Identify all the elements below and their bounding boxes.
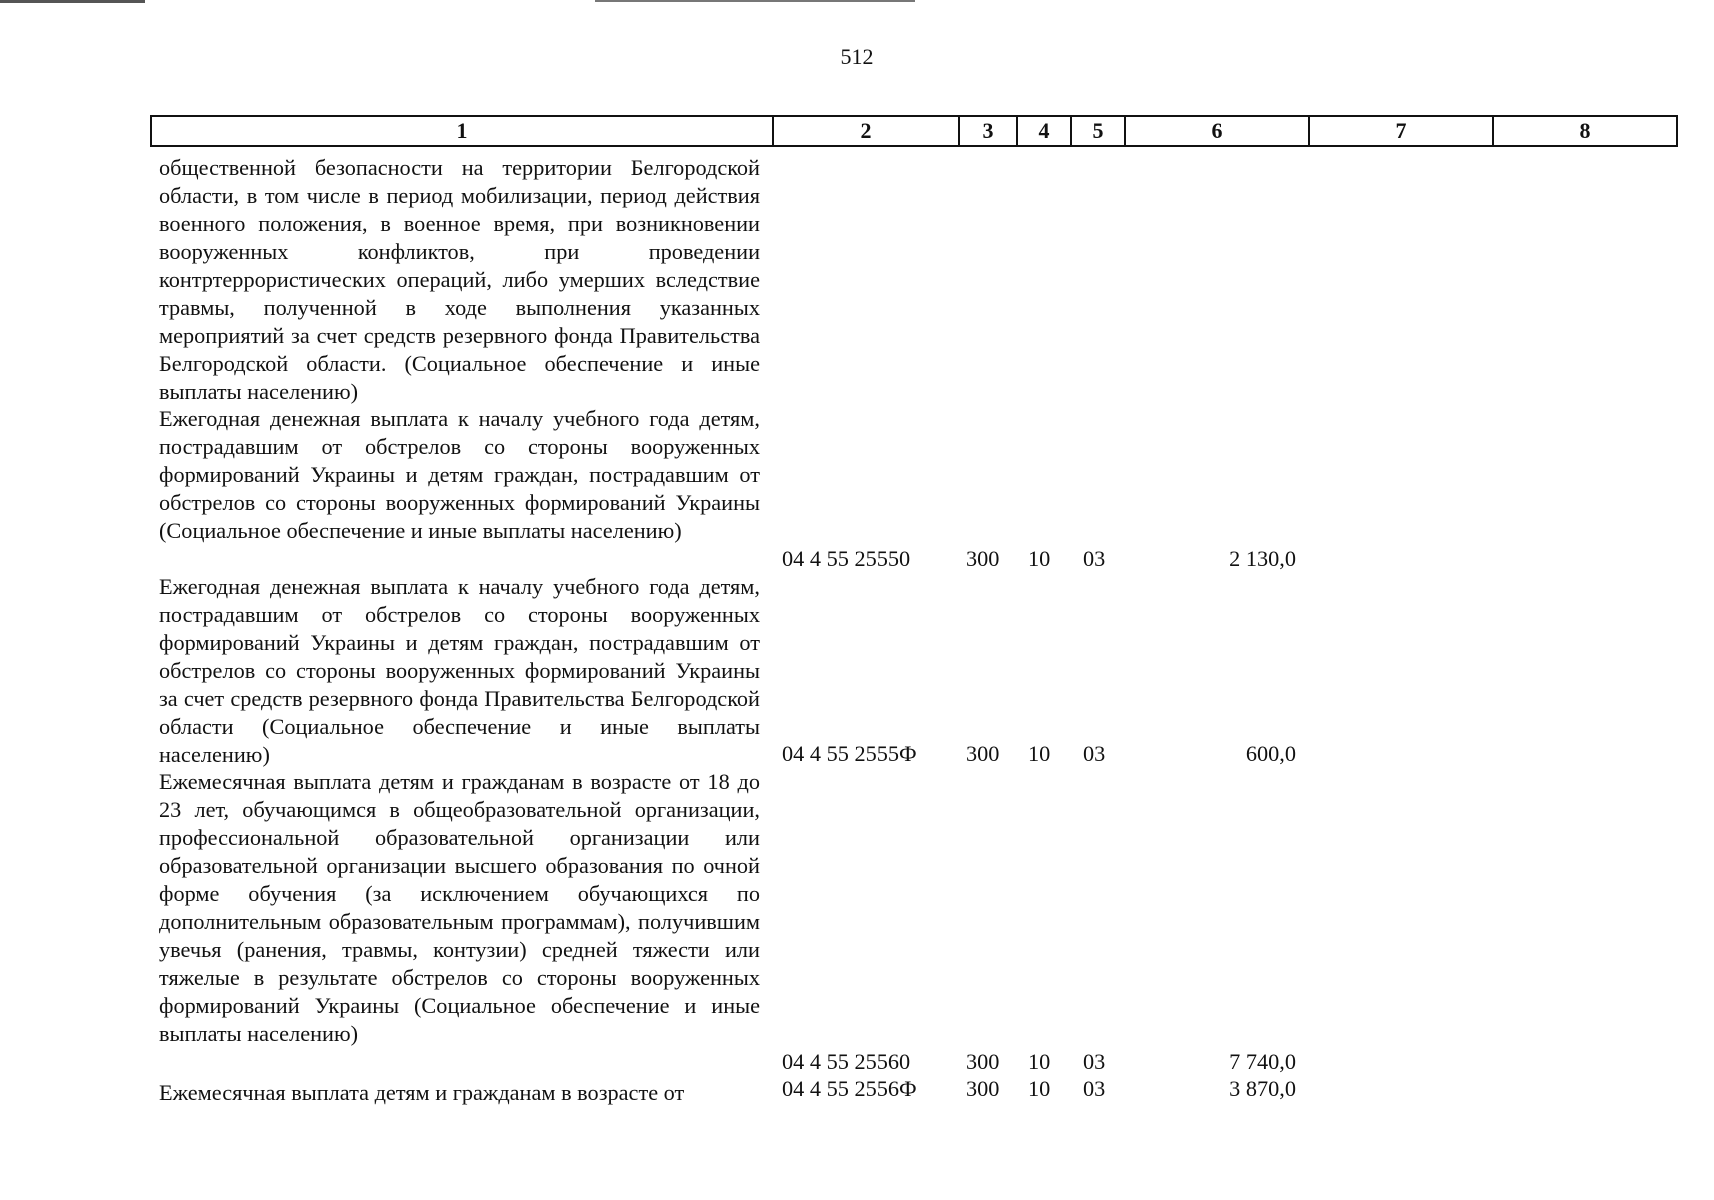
row-code: 04 4 55 2555Ф — [782, 741, 917, 766]
row-amount: 3 870,0 — [1229, 1076, 1296, 1101]
column-header-7: 7 — [1309, 116, 1493, 146]
row-col3: 300 — [966, 1076, 1000, 1101]
row-col5: 03 — [1083, 1049, 1106, 1074]
row-description: Ежегодная денежная выплата к началу учебного года детям, пострадавшим от обстрелов со стороны вооруженных формирований Украины и детям граждан, пострадавшим от обстрелов со стороны вооруженных формирований Украины за счет средств резервного фонда Правительства Белгородской области (Социальное обеспечение и иные выплаты населению) — [159, 574, 760, 767]
row-amount: 2 130,0 — [1229, 546, 1296, 571]
column-header-6: 6 — [1125, 116, 1309, 146]
row-col3: 300 — [966, 1049, 1000, 1074]
row-amount: 600,0 — [1245, 741, 1296, 766]
page-number: 512 — [840, 44, 874, 69]
row-description: Ежегодная денежная выплата к началу учебного года детям, пострадавшим от обстрелов со стороны вооруженных формирований Украины и детям граждан, пострадавшим от обстрелов со стороны вооруженных формирований Украины (Социальное обеспечение и иные выплаты населению) — [159, 406, 760, 543]
row-code: 04 4 55 25560 — [782, 1049, 911, 1074]
scan-edge-line — [595, 0, 915, 2]
column-header-table — [150, 115, 1678, 147]
column-header-8: 8 — [1493, 116, 1677, 146]
row-col5: 03 — [1083, 1076, 1106, 1101]
row-description: Ежемесячная выплата детям и гражданам в возрасте от — [159, 1080, 685, 1105]
row-col4: 10 — [1028, 741, 1051, 766]
row-amount: 7 740,0 — [1229, 1049, 1296, 1074]
row-col5: 03 — [1083, 741, 1106, 766]
row-code: 04 4 55 25550 — [782, 546, 911, 571]
row-description: общественной безопасности на территории Белгородской области, в том числе в период мобилизации, период действия военного положения, в военное время, при возникновении вооруженных конфликтов, при проведении контртеррористических операций, либо умерших вследствие травмы, полученной в ходе выполнения указанных мероприятий за счет средств резервного фонда Правительства Белгородской области. (Социальное обеспечение и иные выплаты населению) — [159, 155, 760, 404]
column-header-row — [151, 116, 1677, 146]
row-code: 04 4 55 2556Ф — [782, 1076, 917, 1101]
column-header-1: 1 — [151, 116, 773, 146]
row-col3: 300 — [966, 546, 1000, 571]
column-header-3: 3 — [959, 116, 1017, 146]
column-header-5: 5 — [1071, 116, 1125, 146]
row-col4: 10 — [1028, 1076, 1051, 1101]
row-description: Ежемесячная выплата детям и гражданам в возрасте от 18 до 23 лет, обучающимся в общеобразовательной организации, профессиональной образовательной организации или образовательной организации высшего образования по очной форме обучения (за исключением обучающихся по дополнительным образовательным программам), получившим увечья (ранения, травмы, контузии) средней тяжести или тяжелые в результате обстрелов со стороны вооруженных формирований Украины (Социальное обеспечение и иные выплаты населению) — [159, 769, 760, 1046]
row-col4: 10 — [1028, 546, 1051, 571]
scan-edge-line — [0, 0, 145, 3]
row-col4: 10 — [1028, 1049, 1051, 1074]
row-col3: 300 — [966, 741, 1000, 766]
column-header-2: 2 — [773, 116, 959, 146]
column-header-4: 4 — [1017, 116, 1071, 146]
row-col5: 03 — [1083, 546, 1106, 571]
